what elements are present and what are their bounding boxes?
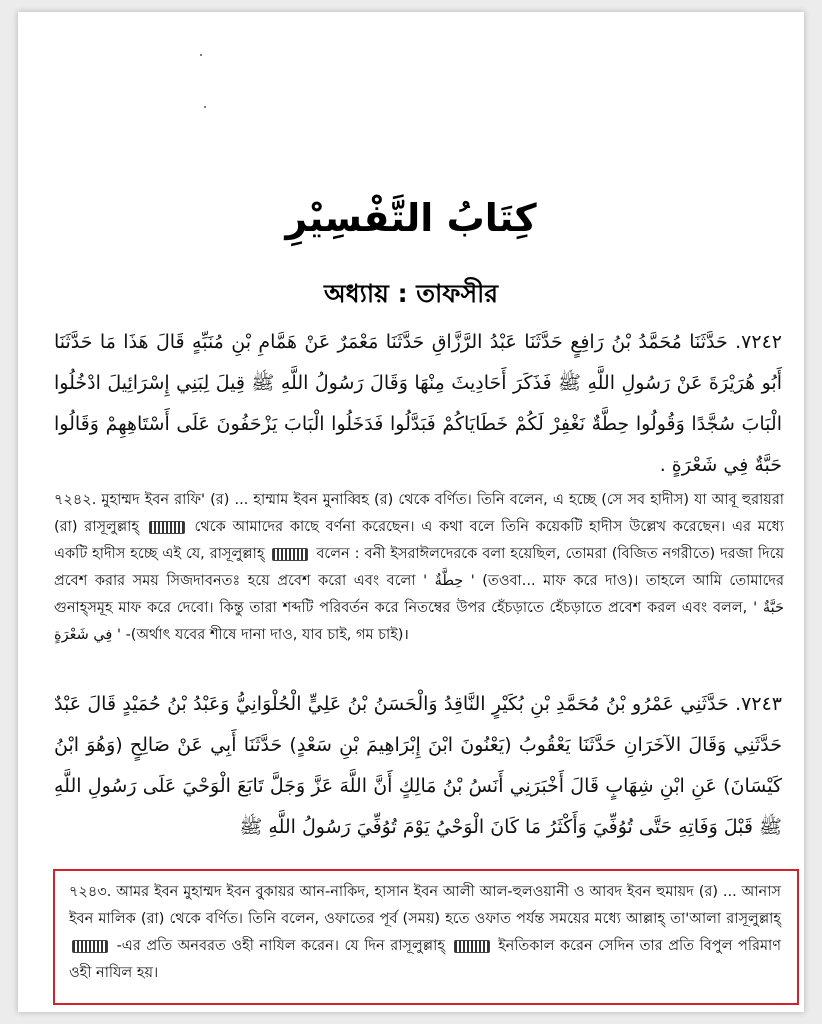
book-page — [18, 12, 804, 1012]
salutation-glyph-icon — [149, 521, 185, 534]
hadith-7242-bengali-part1: ৭২৪২. মুহাম্মদ ইবন রাফি' (র) ... হাম্মাম ইবন মুনাব্বিহ (র) থেকে বর্ণিত। তিনি বলেন, এ হচ্ছে (সে সব হাদীস) যা আবূ হুরায়রা (রা) রাসূলুল্লাহ্ — [54, 492, 784, 535]
speck — [204, 106, 206, 108]
hadith-7243-bengali-part3: ইনতিকাল করেন সেদিন তার প্রতি বিপুল পরিমাণ ওহী নাযিল হয়। — [69, 938, 782, 981]
hadith-7242-bengali-part3: বলেন : বনী ইসরাঈলদেরকে বলা হয়েছিল, তোমরা (বিজিত নগরীতে) দরজা দিয়ে প্রবেশ করার সময় সিজদাবনতঃ হয়ে প্রবেশ করো এবং বলো ' حِطَّةٌ ' (তওবা... মাফ করে দাও)। তাহলে আমি তোমাদের গুনাহ্সমূহ মাফ করে দেবো। কিন্তু তারা শব্দটি পরিবর্তন করে নিতম্বের উপর হেঁচড়াতে হেঁচড়াতে প্রবেশ করল এবং বলল, ' حَبَّةٌ فِي شَعْرَةٍ ' -(অর্থাৎ যবের শীষে দানা দাও, যাব চাই, গম চাই)। — [54, 546, 784, 643]
hadith-7243-arabic: ٧٢٤٣. حَدَّثَنِي عَمْرُو بْنُ مُحَمَّدِ بْنِ بُكَيْرٍ النَّاقِدُ وَالْحَسَنُ بْنُ عَلِيٍّ الْحُلْوَانِيُّ وَعَبْدُ بْنُ حُمَيْدٍ قَالَ عَبْدٌ حَدَّثَنِي وَقَالَ الآخَرَانِ حَدَّثَنَا يَعْقُوبُ (يَعْنُونَ ابْنَ إِبْرَاهِيمَ بْنِ سَعْدٍ) حَدَّثَنَا أَبِي عَنْ صَالِحٍ (وَهُوَ ابْنُ كَيْسَانَ) عَنِ ابْنِ شِهَابٍ قَالَ أَخْبَرَنِي أَنَسُ بْنُ مَالِكٍ أَنَّ اللَّهَ عَزَّ وَجَلَّ تَابَعَ الْوَحْيَ عَلَى رَسُولِ اللَّهِ ﷺ قَبْلَ وَفَاتِهِ حَتَّى تُوُفِّيَ وَأَكْثَرُ مَا كَانَ الْوَحْيُ يَوْمَ تُوُفِّيَ رَسُولُ اللَّهِ ﷺ — [54, 693, 782, 838]
hadith-7243-bengali-part1: ৭২৪৩. আমর ইবন মুহাম্মদ ইবন বুকায়র আন-নাকিদ, হাসান ইবন আলী আল-হুলওয়ানী ও আবদ ইবন হুমায়দ (র) ... আনাস ইবন মালিক (রা) থেকে বর্ণিত। তিনি বলেন, ওফাতের পূর্ব (সময়) হতে ওফাত পর্যন্ত সময়ের মধ্যে আল্লাহ্ তা'আলা রাসূলুল্লাহ্ — [69, 884, 781, 927]
hadith-7243-bengali — [69, 879, 781, 987]
hadith-7242-bengali-part2: থেকে আমাদের কাছে বর্ণনা করেছেন। এ কথা বলে তিনি কয়েকটি হাদীস উল্লেখ করেছেন। এর মধ্যে একটি হাদীস হচ্ছে এই যে, রাসূলুল্লাহ্ — [54, 519, 785, 562]
hadith-7242-arabic: ٧٢٤٢. حَدَّثَنَا مُحَمَّدُ بْنُ رَافِعٍ حَدَّثَنَا عَبْدُ الرَّزَّاقِ حَدَّثَنَا مَعْمَرٌ عَنْ هَمَّامِ بْنِ مُنَبِّهٍ قَالَ هَذَا مَا حَدَّثَنَا أَبُو هُرَيْرَةَ عَنْ رَسُولِ اللَّهِ ﷺ فَذَكَرَ أَحَادِيثَ مِنْهَا وَقَالَ رَسُولُ اللَّهِ ﷺ قِيلَ لِبَنِي إِسْرَائِيلَ ادْخُلُوا الْبَابَ سُجَّدًا وَقُولُوا حِطَّةٌ نَغْفِرْ لَكُمْ خَطَايَاكُمْ فَبَدَّلُوا فَدَخَلُوا الْبَابَ يَزْحَفُونَ عَلَى أَسْتَاهِهِمْ وَقَالُوا حَبَّةٌ فِي شَعْرَةٍ . — [54, 331, 782, 476]
chapter-title-bengali: অধ্যায় : তাফসীর — [324, 279, 498, 308]
salutation-glyph-icon — [454, 940, 490, 953]
hadith-7242-bengali — [54, 487, 784, 649]
salutation-glyph-icon — [72, 940, 108, 953]
chapter-title-arabic: كِتَابُ التَّفْسِيْرِ — [285, 196, 537, 240]
highlight-box — [53, 869, 799, 1005]
speck — [200, 54, 202, 56]
salutation-glyph-icon — [272, 548, 308, 561]
hadith-7243-bengali-part2: -এর প্রতি অনবরত ওহী নাযিল করেন। যে দিন রাসূলুল্লাহ্ — [116, 938, 445, 954]
